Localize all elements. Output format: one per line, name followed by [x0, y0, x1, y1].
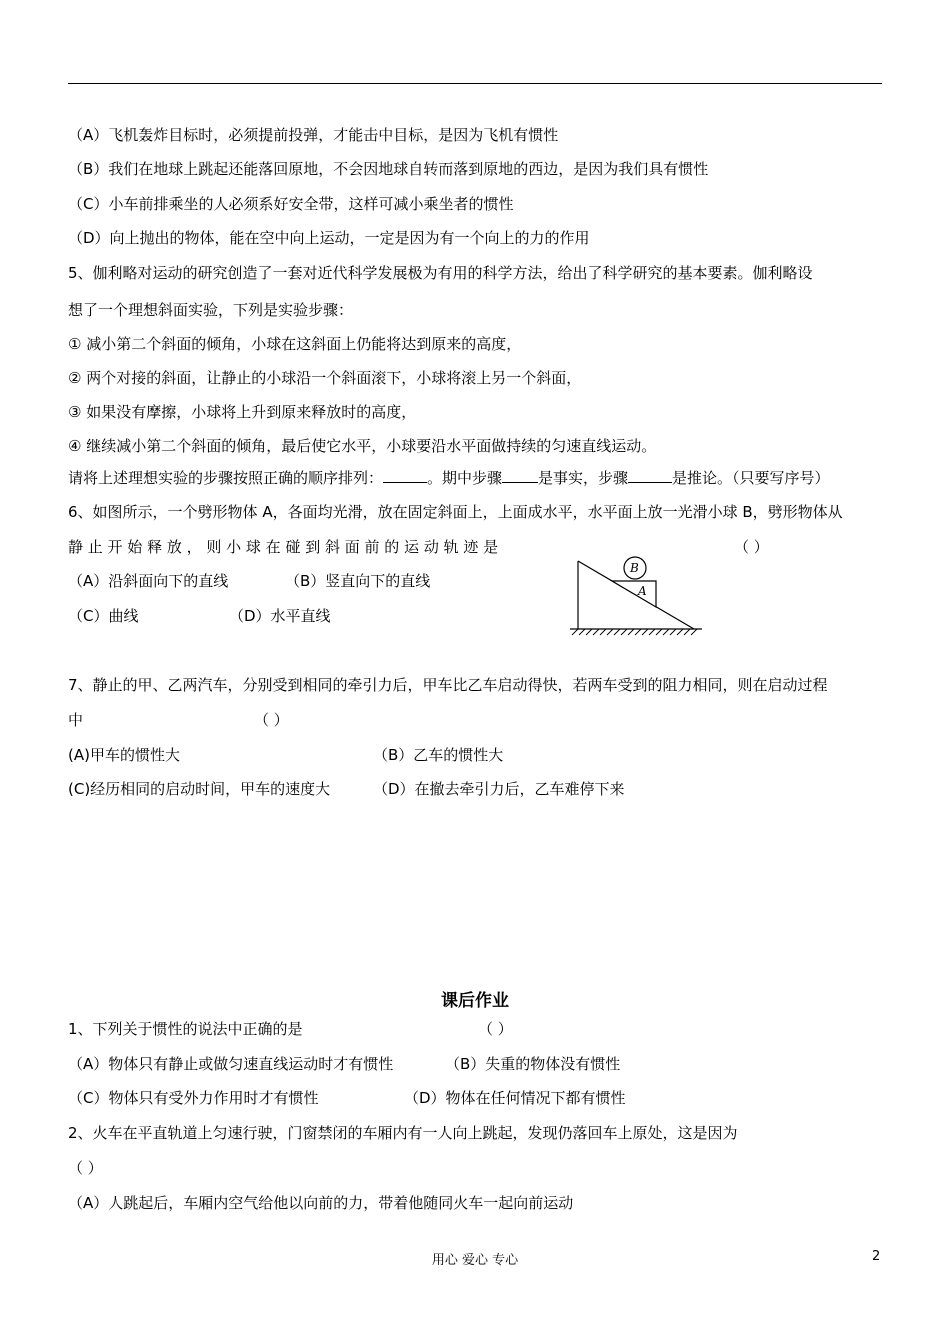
q6-stem-line2: 静 止 开 始 释 放 ， 则 小 球 在 碰 到 斜 面 前 的 运 动 轨 迹 是 [68, 538, 499, 556]
q6-answer-bracket: （ ） [734, 538, 769, 556]
wedge-label: A [638, 584, 647, 598]
hw-q1-stem: 1、下列关于惯性的说法中正确的是 [68, 1020, 303, 1038]
q5-order-line [68, 468, 830, 488]
answer-blank-order [383, 468, 427, 483]
q7-option-d: （D）在撤去牵引力后，乙车难停下来 [373, 780, 625, 798]
answer-blank-inference [628, 468, 672, 483]
q4-option-d: （D）向上抛出的物体，能在空中向上运动，一定是因为有一个向上的力的作用 [68, 229, 590, 247]
q6-option-a: （A）沿斜面向下的直线 [68, 572, 229, 590]
page-number: 2 [872, 1249, 881, 1264]
q4-option-c: （C）小车前排乘坐的人必须系好安全带，这样可减小乘坐者的惯性 [68, 195, 514, 213]
q5-order-text-2: 。期中步骤 [427, 469, 503, 487]
q6-option-c: （C）曲线 [68, 607, 139, 625]
q4-option-a: （A）飞机轰炸目标时，必须提前投弹，才能击中目标，是因为飞机有惯性 [68, 126, 559, 144]
q7-option-c: (C)经历相同的启动时间，甲车的速度大 [68, 780, 331, 798]
q5-stem-line2: 想了一个理想斜面实验，下列是实验步骤： [68, 301, 354, 319]
q5-step-3: ③ 如果没有摩擦，小球将上升到原来释放时的高度， [68, 403, 417, 421]
q6-stem-line1: 6、如图所示，一个劈形物体 A，各面均光滑，放在固定斜面上，上面成水平，水平面上放一光滑小球 B，劈形物体从 [68, 503, 843, 521]
answer-blank-fact [502, 468, 538, 483]
q5-stem-line1: 5、伽利略对运动的研究创造了一套对近代科学发展极为有用的科学方法，给出了科学研究的基本要素。伽利略设 [68, 264, 813, 282]
q7-stem-line2: 中 [68, 711, 84, 729]
hw-q2-option-a: （A）人跳起后，车厢内空气给他以向前的力，带着他随同火车一起向前运动 [68, 1194, 574, 1212]
q7-answer-bracket: （ ） [254, 711, 289, 729]
hw-q1-option-d: （D）物体在任何情况下都有惯性 [404, 1089, 626, 1107]
hw-q1-option-a: （A）物体只有静止或做匀速直线运动时才有惯性 [68, 1055, 394, 1073]
ball-label: B [630, 561, 639, 575]
hw-q1-option-b: （B）失重的物体没有惯性 [445, 1055, 621, 1073]
hw-q1-answer-bracket: （ ） [478, 1020, 513, 1038]
ground-hatching [572, 629, 697, 635]
q7-option-b: （B）乙车的惯性大 [373, 746, 504, 764]
q5-order-text-1: 请将上述理想实验的步骤按照正确的顺序排列： [68, 469, 384, 487]
homework-title: 课后作业 [441, 991, 509, 1011]
incline-wedge-figure [566, 552, 710, 638]
q7-stem-line1: 7、静止的甲、乙两汽车，分别受到相同的牵引力后，甲车比乙车启动得快，若两车受到的阻力相同，则在启动过程 [68, 676, 828, 694]
hw-q2-stem: 2、火车在平直轨道上匀速行驶，门窗禁闭的车厢内有一人向上跳起，发现仍落回车上原处，这是因为 [68, 1124, 738, 1142]
q5-step-4: ④ 继续减小第二个斜面的倾角，最后使它水平，小球要沿水平面做持续的匀速直线运动。 [68, 437, 657, 455]
q5-step-2: ② 两个对接的斜面，让静止的小球沿一个斜面滚下，小球将滚上另一个斜面， [68, 369, 582, 387]
q6-option-b: （B）竖直向下的直线 [285, 572, 431, 590]
wedge-a [612, 581, 656, 607]
q5-order-text-3: 是事实，步骤 [538, 469, 629, 487]
q5-order-text-4: 是推论。（只要写序号） [672, 469, 830, 487]
q7-option-a: (A)甲车的惯性大 [68, 746, 180, 764]
q6-option-d: （D）水平直线 [229, 607, 331, 625]
hw-q2-answer-bracket: （ ） [68, 1159, 103, 1177]
q5-step-1: ① 减小第二个斜面的倾角，小球在这斜面上仍能将达到原来的高度， [68, 335, 522, 353]
footer-motto: 用心 爱心 专心 [431, 1253, 519, 1268]
header-rule [68, 83, 882, 84]
q4-option-b: （B）我们在地球上跳起还能落回原地，不会因地球自转而落到原地的西边，是因为我们具有惯性 [68, 160, 709, 178]
hw-q1-option-c: （C）物体只有受外力作用时才有惯性 [68, 1089, 319, 1107]
